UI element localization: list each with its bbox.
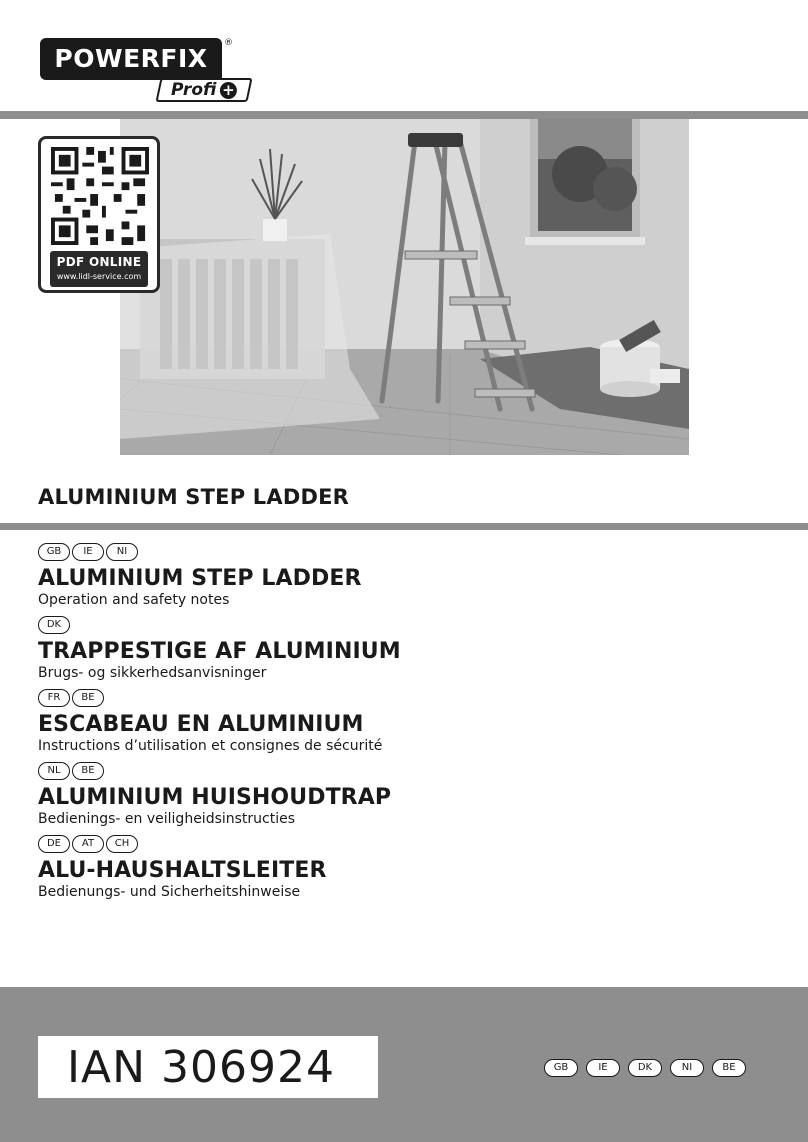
top-band xyxy=(0,111,808,119)
country-badge: GB xyxy=(544,1059,578,1077)
country-badge: BE xyxy=(712,1059,746,1077)
country-badge: DE xyxy=(38,835,70,853)
section-gb xyxy=(38,542,778,609)
country-badge: NI xyxy=(106,543,138,561)
section-subtitle: Brugs- og sikkerhedsanvisninger xyxy=(38,665,267,681)
section-title: ESCABEAU EN ALUMINIUM xyxy=(38,712,364,737)
lidl-service-url: www.lidl-service.com xyxy=(56,272,142,281)
plus-icon: + xyxy=(220,82,237,99)
language-sections xyxy=(38,542,778,907)
country-badges xyxy=(38,542,778,562)
country-badges xyxy=(38,688,778,708)
section-de xyxy=(38,834,778,901)
brand-sub-badge xyxy=(155,78,252,102)
country-badges xyxy=(38,761,778,781)
section-dk xyxy=(38,615,778,682)
country-badge: GB xyxy=(38,543,70,561)
registered-mark: ® xyxy=(224,38,233,48)
section-subtitle: Operation and safety notes xyxy=(38,592,230,608)
country-badge: NI xyxy=(670,1059,704,1077)
section-title: ALUMINIUM HUISHOUDTRAP xyxy=(38,785,392,810)
section-subtitle: Bedienings- en veiligheidsinstructies xyxy=(38,811,296,827)
country-badges xyxy=(38,615,778,635)
section-title: ALUMINIUM STEP LADDER xyxy=(38,566,362,591)
product-photo xyxy=(120,119,689,455)
section-subtitle: Bedienungs- und Sicherheitshinweise xyxy=(38,884,301,900)
qr-code-icon xyxy=(51,147,149,245)
ian-number: IAN 306924 xyxy=(38,1036,378,1098)
brand-logo xyxy=(40,38,255,102)
section-title: TRAPPESTIGE AF ALUMINIUM xyxy=(38,639,401,664)
page-title: ALUMINIUM STEP LADDER xyxy=(38,485,350,509)
ladder-room-illustration xyxy=(120,119,689,455)
qr-code-panel[interactable] xyxy=(38,136,160,293)
brand-sub: Profi xyxy=(170,80,217,100)
section-fr xyxy=(38,688,778,755)
country-badge: DK xyxy=(628,1059,662,1077)
pdf-online-label xyxy=(50,251,148,287)
brand-name: POWERFIX xyxy=(40,38,222,80)
section-title: ALU-HAUSHALTSLEITER xyxy=(38,858,327,883)
country-badge: BE xyxy=(72,689,104,707)
section-nl xyxy=(38,761,778,828)
section-subtitle: Instructions d’utilisation et consignes de sécurité xyxy=(38,738,383,754)
country-badge: CH xyxy=(106,835,138,853)
country-badge: IE xyxy=(72,543,104,561)
country-badge: AT xyxy=(72,835,104,853)
country-badge: NL xyxy=(38,762,70,780)
country-badge: BE xyxy=(72,762,104,780)
title-divider xyxy=(0,523,808,530)
country-badges xyxy=(38,834,778,854)
pdf-online-text: PDF ONLINE xyxy=(56,255,142,269)
country-badge: IE xyxy=(586,1059,620,1077)
footer-country-badges xyxy=(544,1059,746,1077)
country-badge: DK xyxy=(38,616,70,634)
country-badge: FR xyxy=(38,689,70,707)
